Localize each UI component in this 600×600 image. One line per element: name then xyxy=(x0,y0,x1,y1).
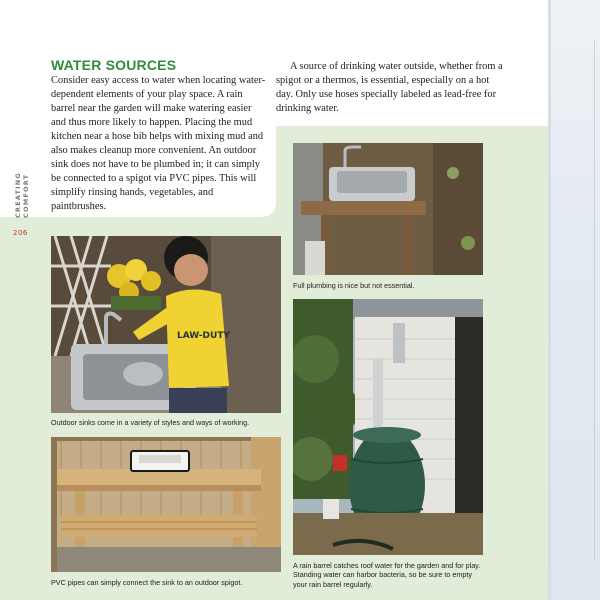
section-title: WATER SOURCES xyxy=(51,57,177,73)
photo-rain-barrel xyxy=(293,299,483,555)
photo-outdoor-sink-stand xyxy=(293,143,483,275)
caption-child-sink: Outdoor sinks come in a variety of styles and ways of working. xyxy=(51,418,250,427)
pvc-bench-illustration xyxy=(51,437,281,572)
chapter-side-label: CREATING COMFORT xyxy=(14,172,30,218)
page-number: 206 xyxy=(13,229,28,237)
body-paragraph-right: A source of drinking water outside, whether from a spigot or a thermos, is essential, especially on a hot day. Only use hoses specially labeled as lead-free for drinking water. xyxy=(276,61,503,114)
caption-pvc-bench: PVC pipes can simply connect the sink to an outdoor spigot. xyxy=(51,578,243,587)
rain-barrel-illustration xyxy=(293,299,483,555)
photo-pvc-sink-bench xyxy=(51,437,281,572)
adjacent-page-edge xyxy=(548,0,600,600)
caption-sink-stand: Full plumbing is nice but not essential. xyxy=(293,281,415,290)
child-shirt-print: LAW-DUTY xyxy=(177,331,230,341)
photo-child-washing xyxy=(51,236,281,413)
caption-rain-barrel: A rain barrel catches roof water for the garden and for play. Standing water can harbor bacteria, so be sure to empty your rain barrel regularly. xyxy=(293,561,481,589)
child-sink-illustration xyxy=(51,236,281,413)
sink-stand-illustration xyxy=(293,143,483,275)
body-paragraph-left: Consider easy access to water when locating water-dependent elements of your play space. A rain barrel near the garden will make watering easier and thus more likely to happen. Placing the mud kitchen near a hose bib helps with mixing mud and also makes cleanup more convenient. An outdoor sink does not have to be plumbed in; it can simply be connected to a spigot via PVC pipes. This will simplify rinsing hands, vegetables, and paintbrushes. xyxy=(51,75,266,212)
